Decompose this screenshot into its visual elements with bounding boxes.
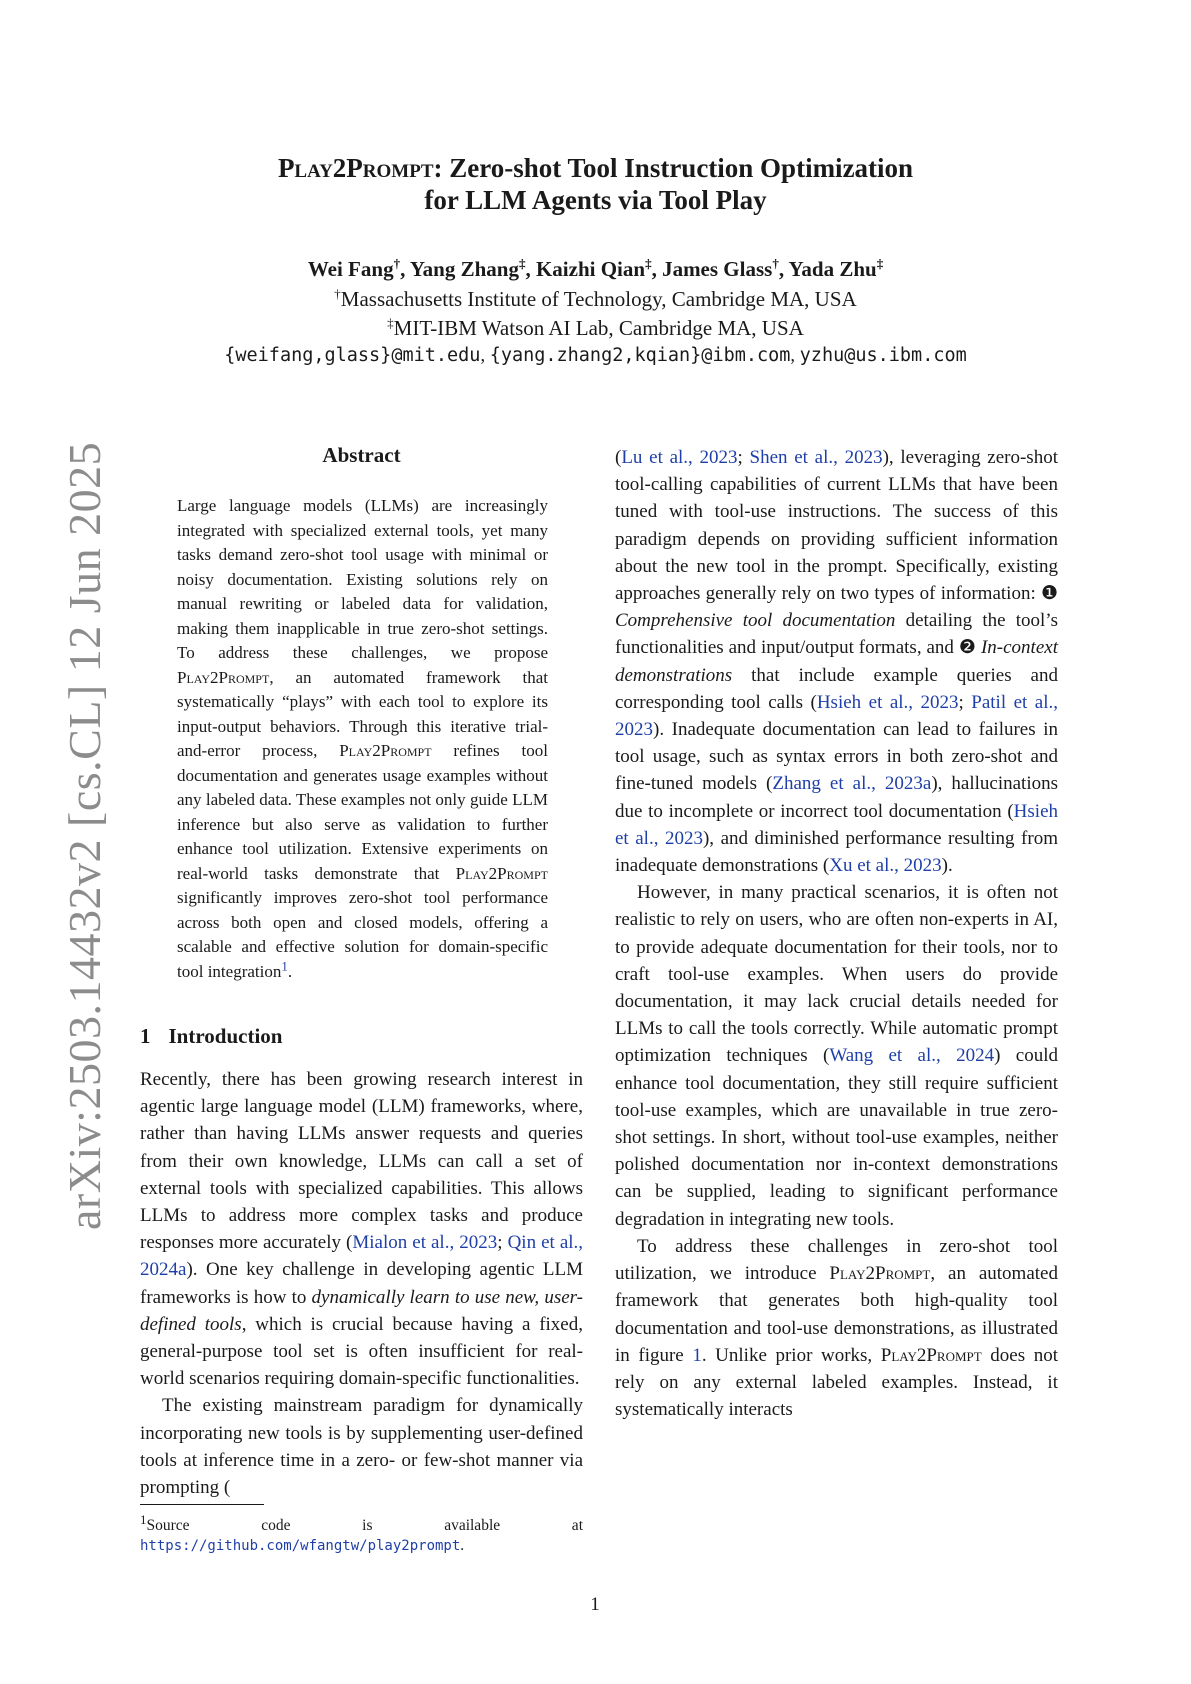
source-code-link[interactable]: https://github.com/wfangtw/play2prompt bbox=[140, 1538, 461, 1554]
abstract-text: . bbox=[287, 961, 293, 981]
citation-authors: Wang et al. bbox=[829, 1045, 937, 1067]
citation-qin[interactable]: Qin et al., 2024a bbox=[140, 1232, 584, 1281]
text: ). Inadequate documentation can lead to failures in tool usage, such as syntax errors in both zero-shot and fine-tuned models ( bbox=[615, 719, 1058, 795]
text: However, in many practical scenarios, it is often not realistic to rely on users, who are often non-experts in AI, to provide adequate documentation for their tools, nor to craft tool-use examples. When users do provide documentation, it may lack crucial details needed for LLMs to call the tools correctly. While automatic prompt optimization techniques ( bbox=[615, 882, 1058, 1067]
bullet-two-icon: ❷ bbox=[958, 637, 977, 659]
citation-wang[interactable]: Wang et al., 2024 bbox=[829, 1045, 995, 1067]
text: , an automated framework that generates both high-quality tool documentation and tool-use demonstrations, as illustrated in figure bbox=[615, 1263, 1058, 1366]
citation-authors: Hsieh et al. bbox=[615, 800, 1058, 849]
citation-authors: Hsieh et al. bbox=[816, 691, 909, 713]
author-name: Kaizhi Qian bbox=[535, 257, 646, 281]
section-heading-introduction bbox=[140, 1024, 282, 1049]
citation-year: 2023 bbox=[664, 827, 703, 849]
author-separator: , bbox=[778, 257, 789, 281]
affiliation-text: Massachusetts Institute of Technology, Cambridge MA, USA bbox=[340, 287, 857, 311]
text: ), and diminished performance resulting from inadequate demonstrations ( bbox=[615, 827, 1058, 877]
citation-year: 2023 bbox=[699, 447, 738, 468]
footnote-link[interactable]: 1 bbox=[281, 957, 288, 973]
text: ). bbox=[941, 855, 953, 877]
abstract-text: , an automated framework that systematically “plays” with each tool to explore its input-output behaviors. Through this iterative trial-and-error process, bbox=[177, 667, 548, 760]
citation-hsieh[interactable]: Hsieh et al., 2023 bbox=[615, 800, 1058, 849]
affiliation-mark: ‡ bbox=[645, 256, 652, 271]
affiliation-mark: ‡ bbox=[876, 256, 884, 271]
citation-authors: Patil et al. bbox=[971, 691, 1054, 713]
citation-year: 2024a bbox=[140, 1259, 187, 1281]
affiliation-mark: ‡ bbox=[518, 256, 526, 271]
paragraph: Recently, there has been growing research interest in agentic large language model (LLM) frameworks, where, rather than having LLMs answer requests and queries from their own knowledge, LLMs can call a set of external tools with specialized capabilities. This allows LLMs to address more complex tasks and produce responses more accurately (Mialon et al., 2023; Qin et al., 2024a). One key challenge in developing agentic LLM frameworks is how to dynamically learn to use new, user-defined tools, which is crucial because having a fixed, general-purpose tool set is often insufficient for real-world scenarios requiring domain-specific functionalities. bbox=[140, 1069, 584, 1390]
author-list bbox=[160, 257, 1031, 282]
footnote-rule bbox=[140, 1504, 264, 1505]
paragraph bbox=[615, 879, 1058, 1233]
text: ). One key challenge in developing agentic LLM frameworks is how to bbox=[140, 1259, 583, 1308]
text: , which is crucial because having a fixed, general-purpose tool set is often insufficient for real-world scenarios requiring domain-specific functionalities. bbox=[140, 1313, 583, 1390]
framework-name: Play2Prompt bbox=[339, 741, 432, 760]
footnote-text: . bbox=[460, 1537, 465, 1554]
email-ibm: {yang.zhang2,kqian}@ibm.com bbox=[489, 345, 791, 366]
citation-authors: Lu et al. bbox=[621, 447, 689, 468]
footnote-text: Source code is available at bbox=[146, 1517, 583, 1534]
title-framework-name: Play2Prompt bbox=[277, 153, 434, 183]
citation-year: 2023 bbox=[615, 719, 653, 741]
citation-year: 2023 bbox=[920, 691, 959, 713]
citation-xu[interactable]: Xu et al., 2023 bbox=[829, 855, 942, 877]
paragraph bbox=[615, 1233, 1058, 1423]
title-line1-rest: : Zero-shot Tool Instruction Optimization bbox=[433, 153, 914, 183]
affiliation-mark: ‡ bbox=[387, 315, 394, 330]
footnote bbox=[140, 1511, 583, 1556]
text: Recently, there has been growing research interest in agentic large language model (LLM) frameworks, where, rather than having LLMs answer requests and queries from their own knowledge, LLMs can call a set of external tools with specialized capabilities. This allows LLMs to address more complex tasks and produce responses more accurately ( bbox=[140, 1069, 583, 1254]
text: does not rely on any external labeled examples. Instead, it systematically interacts bbox=[615, 1344, 1058, 1421]
title-line2: for LLM Agents via Tool Play bbox=[424, 185, 767, 215]
author-name: Wei Fang bbox=[307, 257, 394, 281]
abstract-heading: Abstract bbox=[322, 443, 401, 467]
right-column-body bbox=[615, 444, 1058, 1423]
citation-lu[interactable]: Lu et al., 2023 bbox=[621, 447, 738, 468]
citation-patil[interactable]: Patil et al., 2023 bbox=[615, 691, 1058, 741]
figure-reference[interactable]: 1 bbox=[692, 1344, 702, 1366]
text: ) could enhance tool documentation, they still require sufficient tool-use examples, which are unavailable in true zero-shot settings. In short, without tool-use examples, neither polished documentation nor in-context demonstrations can be supplied, leading to significant performance degradation in integrating new tools. bbox=[615, 1045, 1058, 1230]
text: ), hallucinations due to incomplete or incorrect tool documentation ( bbox=[615, 773, 1059, 822]
author-name: Yang Zhang bbox=[409, 257, 519, 281]
framework-name: Play2Prompt bbox=[880, 1344, 982, 1366]
paragraph: (Lu et al., 2023; Shen et al., 2023), leveraging zero-shot tool-calling capabilities of current LLMs that have been tuned with tool-use instructions. The success of this paradigm depends on providing sufficient information about the new tool in the prompt. Specifically, existing approaches generally rely on two types of information: ❶ Comprehensive tool documentation detailing the tool’s functionalities and input/output formats, and ❷ In-context demonstrations that include example queries and corresponding tool calls (Hsieh et al., 2023; Patil et al., 2023). Inadequate documentation can lead to failures in tool usage, such as syntax errors in both zero-shot and fine-tuned models (Zhang et al., 2023a), hallucinations due to incomplete or incorrect tool documentation (Hsieh et al., 2023), and diminished performance resulting from inadequate demonstrations (Xu et al., 2023). bbox=[615, 447, 1059, 877]
citation-year: 2023 bbox=[844, 447, 883, 468]
section-number: 1 bbox=[140, 1024, 151, 1048]
email-mit: {weifang,glass}@mit.edu bbox=[224, 345, 481, 366]
affiliation-mit bbox=[160, 287, 1031, 312]
abstract-text: significantly improves zero-shot tool performance across both open and closed models, offering a scalable and effective solution for domain-specific tool integration bbox=[177, 888, 548, 981]
email-separator: , bbox=[480, 346, 490, 366]
affiliation-text: MIT-IBM Watson AI Lab, Cambridge MA, USA bbox=[393, 316, 804, 340]
abstract-text: Large language models (LLMs) are increasingly integrated with specialized external tools, yet many tasks demand zero-shot tool usage with minimal or noisy documentation. Existing solutions rely on manual rewriting or labeled data for validation, making them inapplicable in true zero-shot settings. To address these challenges, we propose bbox=[177, 496, 548, 662]
affiliation-mark: † bbox=[334, 286, 341, 301]
citation-authors: Mialon et al. bbox=[352, 1232, 450, 1254]
citation-authors: Xu et al. bbox=[829, 855, 895, 877]
paragraph bbox=[140, 1392, 583, 1501]
abstract-text: refines tool documentation and generates usage examples without any labeled data. These examples not only guide LLM inference but also serve as validation to further enhance tool utilization. Extensive experiments on real-world tasks demonstrate that bbox=[177, 741, 548, 883]
author-emails bbox=[160, 345, 1031, 367]
paper-title bbox=[160, 152, 1031, 216]
text: The existing mainstream paradigm for dynamically incorporating new tools is by supplementing user-defined tools at inference time in a zero- or few-shot manner via prompting ( bbox=[140, 1395, 583, 1499]
page-number: 1 bbox=[590, 1594, 600, 1615]
emphasis: In-context demonstrations bbox=[615, 637, 1058, 686]
citation-year: 2023 bbox=[903, 855, 942, 877]
citation-hsieh[interactable]: Hsieh et al., 2023 bbox=[816, 691, 959, 713]
framework-name: Play2Prompt bbox=[177, 667, 270, 687]
author-name: James Glass bbox=[662, 257, 773, 281]
citation-mialon[interactable]: Mialon et al., 2023 bbox=[352, 1232, 498, 1254]
author-separator: , bbox=[525, 257, 536, 281]
arxiv-identifier: arXiv:2503.14432v2 [cs.CL] 12 Jun 2025 bbox=[59, 441, 110, 1230]
affiliation-mark: † bbox=[393, 256, 401, 271]
left-column-body bbox=[140, 1066, 583, 1501]
bullet-one-icon: ❶ bbox=[1040, 583, 1058, 605]
email-separator: , bbox=[790, 346, 800, 366]
citation-year: 2023 bbox=[459, 1232, 498, 1254]
section-title: Introduction bbox=[168, 1024, 283, 1048]
author-separator: , bbox=[651, 257, 663, 281]
affiliation-ibm bbox=[160, 316, 1031, 341]
text: that include example queries and corresponding tool calls ( bbox=[615, 664, 1058, 713]
emphasis: Comprehensive tool documentation bbox=[615, 610, 896, 632]
email-us-ibm: yzhu@us.ibm.com bbox=[799, 345, 967, 366]
citation-authors: Shen et al. bbox=[749, 447, 834, 468]
affiliation-mark: † bbox=[772, 256, 779, 271]
text: detailing the tool’s functionalities and input/output formats, and bbox=[615, 610, 1058, 659]
emphasis: dynamically learn to use new, user-defined tools bbox=[140, 1286, 584, 1335]
text: ), leveraging zero-shot tool-calling capabilities of current LLMs that have been tuned with tool-use instructions. The success of this paradigm depends on providing sufficient information about the new tool in the prompt. Specifically, existing approaches generally rely on two types of information: bbox=[615, 447, 1058, 605]
citation-year: 2024 bbox=[956, 1045, 995, 1067]
footnote-mark: 1 bbox=[140, 1511, 147, 1527]
framework-name: Play2Prompt bbox=[829, 1263, 931, 1285]
author-separator: , bbox=[400, 257, 410, 281]
citation-year: 2023a bbox=[884, 773, 932, 795]
citation-authors: Zhang et al. bbox=[772, 773, 872, 795]
text: . Unlike prior works, bbox=[701, 1344, 881, 1366]
abstract-body bbox=[177, 494, 548, 984]
text: To address these challenges in zero-shot tool utilization, we introduce bbox=[615, 1235, 1058, 1285]
framework-name: Play2Prompt bbox=[455, 863, 548, 883]
citation-shen[interactable]: Shen et al., 2023 bbox=[749, 447, 883, 468]
citation-zhang[interactable]: Zhang et al., 2023a bbox=[772, 773, 932, 795]
citation-authors: Qin et al. bbox=[507, 1232, 579, 1254]
author-name: Yada Zhu bbox=[788, 257, 877, 281]
